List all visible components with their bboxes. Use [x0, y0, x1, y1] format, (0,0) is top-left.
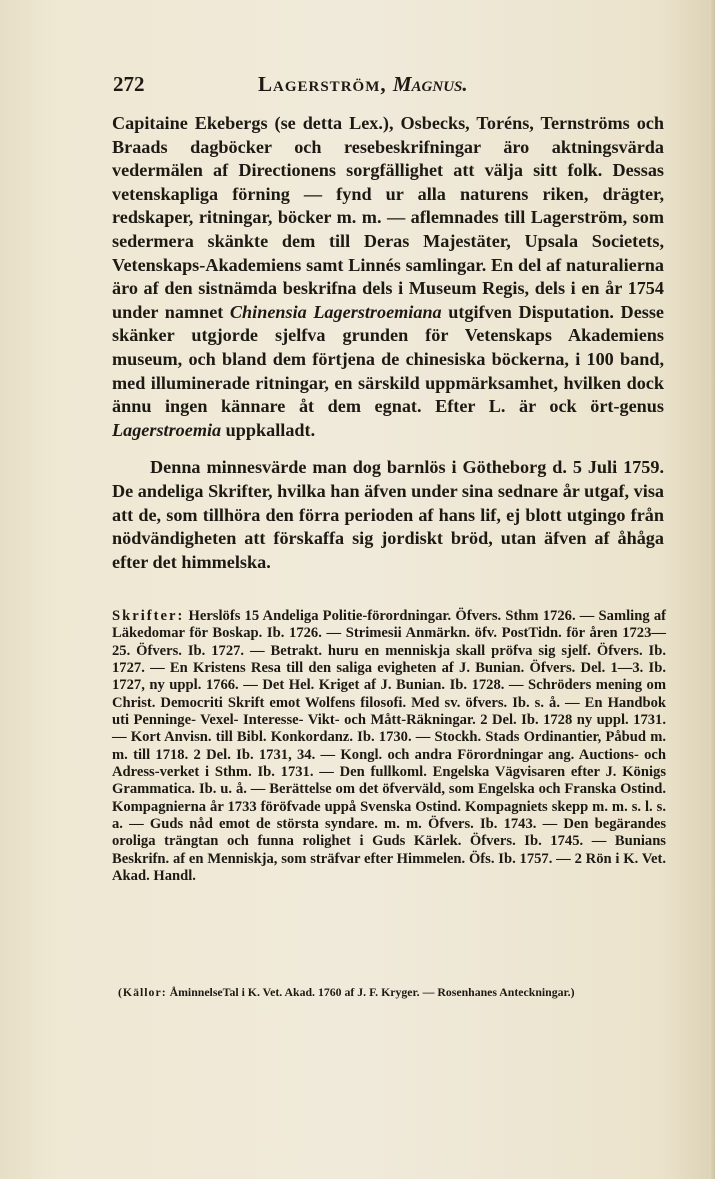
running-head-surname: Lagerström, [258, 72, 387, 96]
writings-label: Skrifter: [112, 608, 185, 624]
page-header [113, 70, 673, 102]
running-head-given-name: Magnus. [392, 72, 468, 96]
biography-body [112, 112, 664, 574]
running-head [258, 72, 468, 97]
sources-note [118, 985, 666, 1000]
sources-text: ÅminnelseTal i K. Vet. Akad. 1760 af J. F. Kryger. — Rosenhanes Anteckningar.) [169, 985, 575, 999]
paragraph-1-text: Capitaine Ekebergs (se detta Lex.), Osbecks, Toréns, Ternströms och Braads dagböcker och resebeskrifningar äro aktningsvärda vedermälen af Directionens sorgfällighet att välja sitt folk. Dessas vetenskapliga förning — fynd ur alla naturens riken, drägter, redskaper, ritningar, böcker m. m. — aflemnades till Lagerström, som sedermera skänkte dem till Deras Majestäter, Upsala Societets, Vetenskaps-Akademiens samt Linnés samlingar. En del af naturalierna äro af den sistnämda beskrifna dels i Museum Regis, dels i en år 1754 under namnet [112, 113, 664, 322]
page-edge [709, 0, 715, 1179]
paragraph-1-text-c: uppkalladt. [225, 419, 316, 440]
sources-label: (Källor: [118, 985, 167, 999]
paragraph-2: Denna minnesvärde man dog barnlös i Götheborg d. 5 Juli 1759. De andeliga Skrifter, hvilka han äfven under sina sednare år utgaf, visa att de, som tillhöra den förra perioden af hans lif, ej blott utgingo från nödvändigheten att förskaffa sig jordiskt bröd, utan äfven af åhåga efter det himmelska. [112, 457, 664, 572]
italic-genus: Lagerstroemia [112, 419, 222, 440]
italic-title: Chinensia Lagerstroemiana [229, 301, 442, 322]
writings-text: Herslöfs 15 Andeliga Politie-förordningar. Öfvers. Sthm 1726. — Samling af Läkedomar för Boskap. Ib. 1726. — Strimesii Anmärkn. öfv. PostTidn. för åren 1723—25. Öfvers. Ib. 1727. — Betrakt. huru en menniskja skall pröfva sig sjelf. Öfvers. Ib. 1727. — En Kristens Resa till den saliga evigheten af J. Bunian. Öfvers. Del. 1—3. Ib. 1727, ny uppl. 1766. — Det Hel. Kriget af J. Bunian. Ib. 1728. — Schröders mening om Christ. Democriti Skrift emot Wolfens filosofi. Med sv. öfvers. Ib. s. å. — En Handbok uti Penninge- Vexel- Interesse- Vikt- och Mått-Räkningar. 2 Del. Ib. 1728 ny uppl. 1731. — Kort Anvisn. till Bibl. Konkordanz. Ib. 1730. — Stockh. Stads Ordinantier, Påbud m. m. till 1718. 2 Del. Ib. 1731, 34. — Kongl. och andra Förordningar ang. Auctions- och Adress-verket i Sthm. Ib. 1731. — Den fullkoml. Engelska Vägvisaren efter J. Königs Grammatica. Ib. u. å. — Berättelse om det öfverväld, som Engelska och Franska Ostind. Kompagnierna år 1733 föröfvade uppå Svenska Ostind. Kompagniets skepp m. m. s. l. s. a. — Guds nåd emot de största syndare. m. m. Öfvers. Ib. 1743. — Den begärandes oroliga trängtan och funna rolighet i Guds Kärlek. Öfvers. Ib. 1745. — Bunians Beskrifn. af en Menniskja, som sträfvar efter Himmelen. Öfs. Ib. 1757. — 2 Rön i K. Vet. Akad. Handl. [112, 608, 666, 885]
page-number: 272 [113, 72, 145, 96]
paragraph-1-text-b: utgifven Disputation. Desse skänker utgjorde sjelfva grunden för Vetenskaps Akademiens museum, och bland dem förtjena de chinesiska böckerna, i 100 band, med illuminerade ritningar, en särskild uppmärksamhet, hvilken dock ännu ingen kännare åt dem egnat. Efter L. är ock ört-genus [112, 301, 664, 417]
paragraph-1 [112, 112, 664, 442]
writings-list [112, 608, 666, 886]
